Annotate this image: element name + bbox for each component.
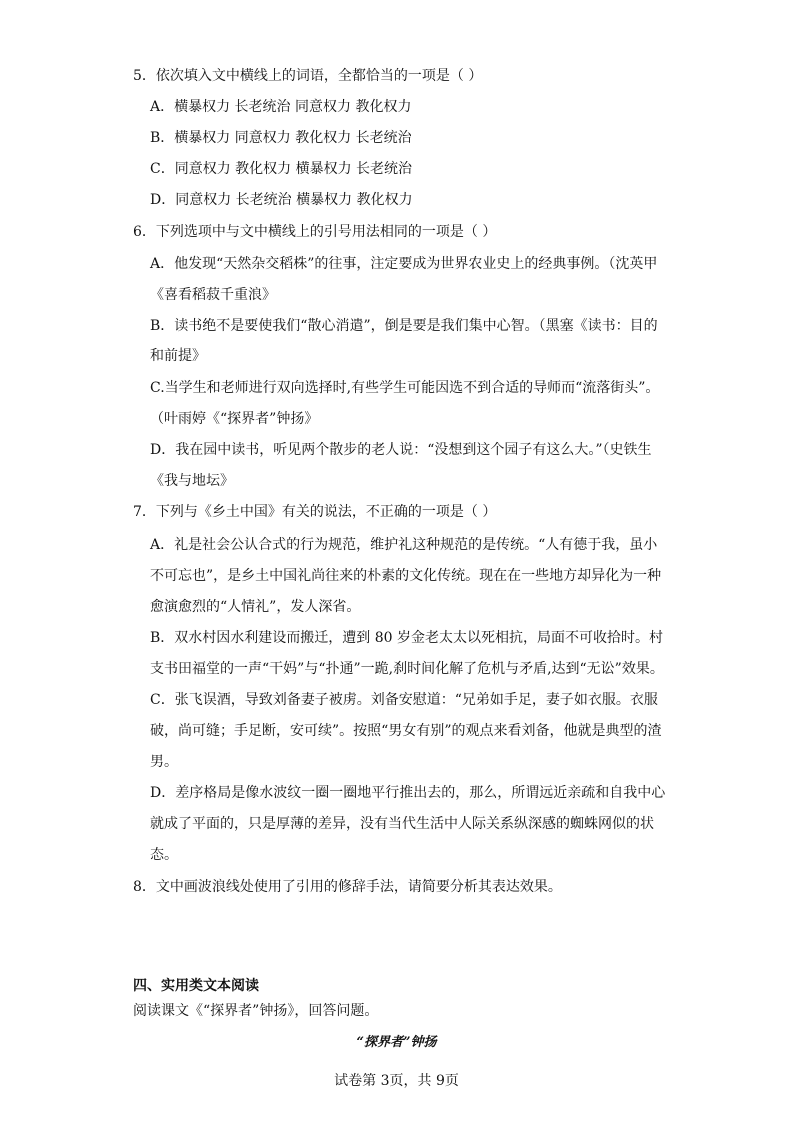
question-7-line: A．礼是社会公认合式的行为规范，维护礼这种规范的是传统。“人有德于我，虽小 xyxy=(150,537,658,553)
article-title: “探界者”钟扬 xyxy=(356,1035,437,1050)
question-5-option-b: B．横暴权力 同意权力 教化权力 长老统治 xyxy=(150,130,412,146)
question-6-line: A．他发现“天然杂交稻株”的往事，注定要成为世界农业史上的经典事例。（沈英甲 xyxy=(150,256,658,272)
question-7-line: C．张飞误酒，导致刘备妻子被虏。刘备安慰道：“兄弟如手足，妻子如衣服。衣服 xyxy=(150,692,658,708)
question-6-stem: 6．下列选项中与文中横线上的引号用法相同的一项是（ ） xyxy=(133,224,497,240)
question-6-line: B．读书绝不是要使我们“散心消遣”，倒是要是我们集中心智。（黑塞《读书：目的 xyxy=(150,318,658,334)
question-5-stem: 5．依次填入文中横线上的词语，全都恰当的一项是（ ） xyxy=(133,68,483,84)
question-5-option-a: A．横暴权力 长老统治 同意权力 教化权力 xyxy=(150,99,412,115)
question-7-line: 男。 xyxy=(150,754,178,770)
question-7-line: 不可忘也”，是乡土中国礼尚往来的朴素的文化传统。现在在一些地方却异化为一种 xyxy=(150,568,662,584)
question-7-line: 支书田福堂的一声“干妈”与“扑通”一跪,刹时间化解了危机与矛盾,达到“无讼”效果。 xyxy=(150,661,664,677)
section-title: 四、实用类文本阅读 xyxy=(133,978,259,994)
question-6-line: （叶雨婷《“探界者”钟扬》 xyxy=(150,411,319,427)
question-5-option-c: C．同意权力 教化权力 横暴权力 长老统治 xyxy=(150,161,413,177)
question-7-line: 就成了平面的，只是厚薄的差异，没有当代生活中人际关系纵深感的蜘蛛网似的状 xyxy=(150,816,654,832)
question-8-stem: 8．文中画波浪线处使用了引用的修辞手法，请简要分析其表达效果。 xyxy=(133,879,562,895)
question-7-line: 愈演愈烈的“人情礼”，发人深省。 xyxy=(150,599,361,615)
question-7-line: 破，尚可缝；手足断，安可续”。按照“男女有别”的观点来看刘备，他就是典型的渣 xyxy=(150,723,662,739)
reading-instruction: 阅读课文《“探界者”钟扬》，回答问题。 xyxy=(133,1003,379,1019)
question-6-line: 《我与地坛》 xyxy=(150,473,234,489)
question-6-line: D．我在园中读书，听见两个散步的老人说：“没想到这个园子有这么大。”（史铁生 xyxy=(150,442,652,458)
question-6-line: 和前提》 xyxy=(150,348,206,364)
question-6-line: C.当学生和老师进行双向选择时,有些学生可能因选不到合适的导师而“流落街头”。 xyxy=(150,380,660,396)
question-5-option-d: D．同意权力 长老统治 横暴权力 教化权力 xyxy=(150,192,413,208)
question-6-line: 《喜看稻菽千重浪》 xyxy=(150,287,276,303)
question-7-stem: 7．下列与《乡土中国》有关的说法，不正确的一项是（ ） xyxy=(133,504,497,520)
question-7-line: D．差序格局是像水波纹一圈一圈地平行推出去的，那么，所谓远近亲疏和自我中心 xyxy=(150,785,666,801)
question-7-line: B．双水村因水利建设而搬迁，遭到 80 岁金老太太以死相抗，局面不可收拾时。村 xyxy=(150,630,664,646)
question-7-line: 态。 xyxy=(150,847,178,863)
page-footer: 试卷第 3页，共 9页 xyxy=(334,1073,459,1089)
